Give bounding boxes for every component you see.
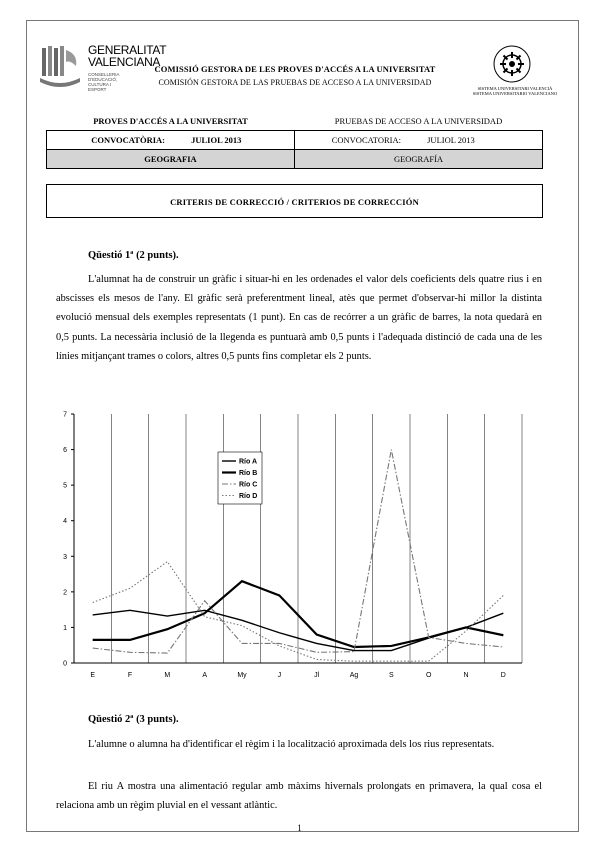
seal-icon bbox=[492, 44, 532, 84]
q2-title: Qüestió 2ª (3 punts). bbox=[88, 714, 179, 725]
right-heading: PRUEBAS DE ACCESO A LA UNIVERSIDAD bbox=[295, 112, 543, 131]
left-conv-value: JULIOL 2013 bbox=[191, 135, 242, 145]
university-seal bbox=[492, 44, 532, 84]
right-conv-value: JULIOL 2013 bbox=[427, 135, 475, 145]
y-tick-label: 6 bbox=[63, 447, 67, 455]
right-conv-label: CONVOCATORIA: bbox=[331, 135, 401, 145]
x-tick-label: Ag bbox=[349, 672, 359, 679]
x-tick-label: D bbox=[500, 672, 506, 679]
generalitat-name: GENERALITAT VALENCIANA bbox=[88, 43, 167, 69]
y-tick-label: 7 bbox=[63, 411, 67, 419]
legend-label: Río C bbox=[239, 481, 258, 489]
x-tick-label: Jl bbox=[314, 672, 320, 679]
x-tick-label: My bbox=[237, 672, 247, 679]
y-tick-label: 1 bbox=[63, 624, 67, 632]
x-tick-label: E bbox=[90, 672, 96, 679]
left-heading: PROVES D'ACCÉS A LA UNIVERSITAT bbox=[47, 112, 295, 131]
exam-info-table bbox=[46, 112, 543, 169]
x-tick-label: J bbox=[277, 672, 282, 679]
header-title-ca: COMISSIÓ GESTORA DE LES PROVES D'ACCÉS A LA UNIVERSITAT bbox=[154, 64, 436, 74]
legend-label: Río B bbox=[239, 470, 258, 477]
q1-text: L'alumnat ha de construir un gràfic i situar-hi en les ordenades el valor dels coeficients dels quatre rius i en abscisses els mesos de l'any. El gràfic serà preferentment lineal, atès que permet d'observar-hi millor la distinta evolució mensual dels exemples representats (1 punt). En cas de recórrer a un gràfic de barres, la nota quedarà en 0,5 punts. La necessària inclusió de la llegenda es puntuarà amb 0,5 punts i l'adequada distinció de cada una de les línies mitjançant trames o colors, altres 0,5 punts fins completar els 2 punts. bbox=[56, 274, 542, 362]
x-tick-label: O bbox=[425, 672, 432, 679]
legend-label: Río A bbox=[239, 458, 258, 466]
x-tick-label: N bbox=[463, 672, 469, 679]
river-coefficients-chart bbox=[56, 400, 542, 690]
q2-p1: L'alumne o alumna ha d'identificar el règim i la localització aproximada dels los rius representats. bbox=[88, 739, 495, 750]
q2-p2: El riu A mostra una alimentació regular amb màxims hivernals prolongats en primavera, la qual cosa el relaciona amb un règim pluvial en el vessant atlàntic. bbox=[56, 781, 542, 812]
x-tick-label: S bbox=[388, 672, 394, 679]
chart-svg bbox=[56, 400, 542, 690]
q1-title: Qüestió 1ª (2 punts). bbox=[88, 250, 179, 261]
right-convocatoria-cell bbox=[295, 131, 543, 150]
header-title-es: COMISIÓN GESTORA DE LAS PRUEBAS DE ACCESO A LA UNIVERSIDAD bbox=[158, 78, 432, 87]
y-tick-label: 5 bbox=[63, 482, 67, 490]
right-subject: GEOGRAFÍA bbox=[295, 150, 543, 169]
y-tick-label: 4 bbox=[63, 518, 67, 526]
y-tick-label: 0 bbox=[63, 660, 67, 668]
generalitat-logo bbox=[36, 43, 167, 92]
y-tick-label: 2 bbox=[63, 589, 67, 597]
legend-label: Río D bbox=[239, 493, 258, 500]
criteria-title: CRITERIS DE CORRECCIÓ / CRITERIOS DE CORRECCIÓN bbox=[46, 184, 543, 218]
y-tick-label: 3 bbox=[63, 553, 67, 561]
x-tick-label: F bbox=[127, 672, 133, 679]
generalitat-emblem-icon bbox=[36, 44, 84, 92]
left-convocatoria-cell bbox=[47, 131, 295, 150]
page-number: 1 bbox=[297, 823, 302, 833]
seal-caption: SISTEMA UNIVERSITARI VALENCIÀ SISTEMA UNIVERSITARIO VALENCIANO bbox=[472, 86, 558, 96]
left-subject: GEOGRAFIA bbox=[47, 150, 295, 169]
left-conv-label: CONVOCATÒRIA: bbox=[91, 135, 165, 145]
conselleria-name: CONSELLERIA D'EDUCACIÓ, CULTURA I ESPORT bbox=[88, 72, 120, 92]
x-tick-label: A bbox=[202, 672, 208, 679]
x-tick-label: M bbox=[164, 672, 171, 679]
